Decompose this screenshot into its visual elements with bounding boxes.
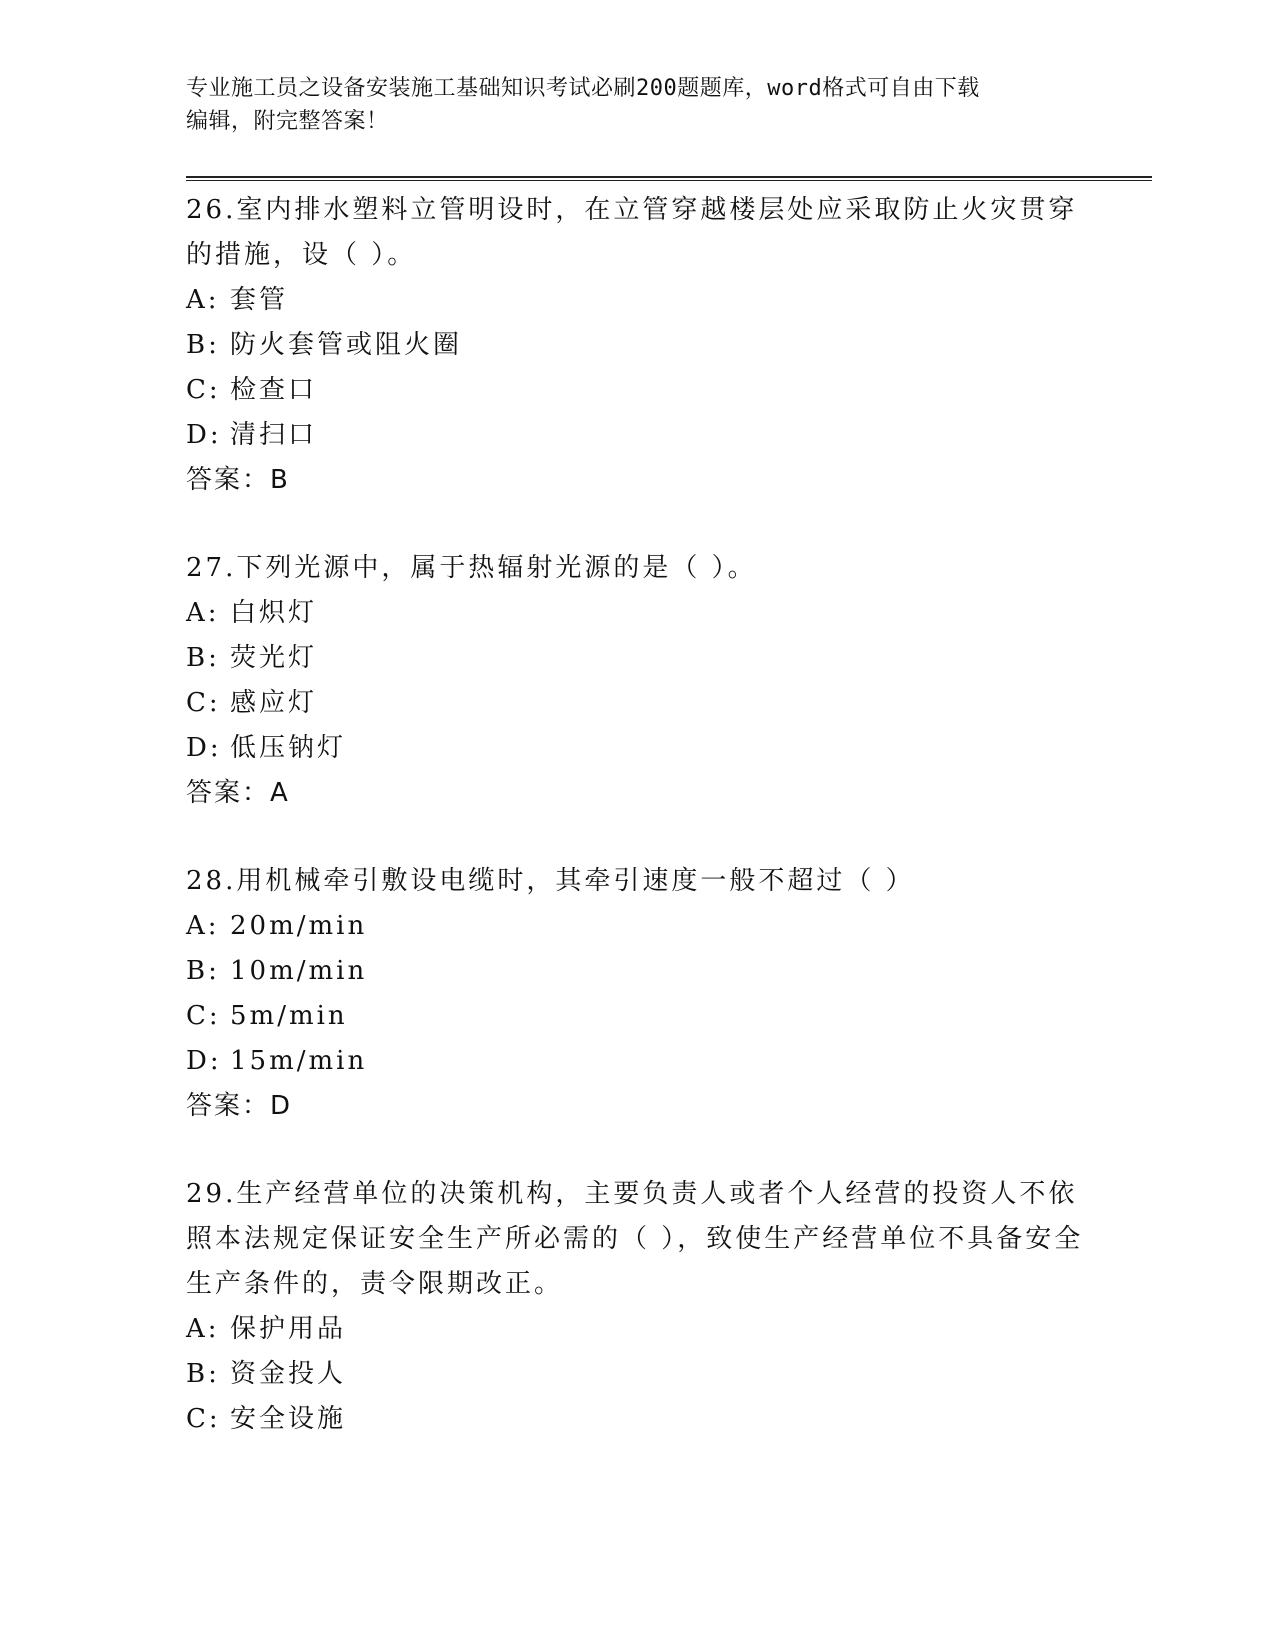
option-letter: B: — [186, 956, 220, 986]
answer-line — [186, 1084, 1086, 1129]
option-text: 防火套管或阻火圈 — [230, 330, 463, 360]
option-d — [186, 726, 1086, 771]
option-letter: C: — [186, 1404, 221, 1434]
option-text: 5m/min — [230, 1001, 348, 1031]
question-28 — [186, 859, 1086, 1129]
option-letter: A: — [186, 598, 220, 628]
option-letter: A: — [186, 285, 220, 315]
header-line-2: 编辑，附完整答案！ — [186, 109, 389, 134]
option-c — [186, 1397, 1086, 1442]
option-text: 白炽灯 — [230, 598, 318, 628]
header-line-1: 专业施工员之设备安装施工基础知识考试必刷200题题库，word格式可自由下载 — [186, 76, 980, 101]
question-number: 27. — [186, 553, 237, 583]
option-text: 15m/min — [230, 1046, 368, 1076]
answer-label: 答案： — [186, 778, 271, 808]
document-header — [186, 72, 1066, 138]
option-a — [186, 591, 1086, 636]
option-letter: D: — [186, 420, 222, 450]
option-d — [186, 1039, 1086, 1084]
option-letter: B: — [186, 643, 220, 673]
answer-label: 答案： — [186, 465, 271, 495]
option-letter: B: — [186, 330, 220, 360]
option-letter: A: — [186, 911, 220, 941]
option-c — [186, 994, 1086, 1039]
option-letter: C: — [186, 1001, 221, 1031]
option-text: 荧光灯 — [230, 643, 318, 673]
option-letter: D: — [186, 733, 222, 763]
option-c — [186, 368, 1086, 413]
option-a — [186, 278, 1086, 323]
option-letter: D: — [186, 1046, 222, 1076]
option-b — [186, 1352, 1086, 1397]
option-letter: B: — [186, 1359, 220, 1389]
question-number: 29. — [186, 1179, 237, 1209]
option-c — [186, 681, 1086, 726]
question-number: 28. — [186, 866, 237, 896]
answer-value: B — [270, 465, 290, 495]
question-text — [186, 546, 1086, 591]
question-body: 室内排水塑料立管明设时，在立管穿越楼层处应采取防止火灾贯穿的措施，设（ ）。 — [186, 195, 1078, 270]
question-29 — [186, 1172, 1086, 1442]
option-letter: C: — [186, 375, 221, 405]
question-text — [186, 188, 1086, 278]
question-body: 生产经营单位的决策机构，主要负责人或者个人经营的投资人不依照本法规定保证安全生产所必需的（ ），致使生产经营单位不具备安全生产条件的，责令限期改正。 — [186, 1179, 1084, 1299]
question-number: 26. — [186, 195, 237, 225]
option-text: 20m/min — [230, 911, 368, 941]
option-b — [186, 949, 1086, 994]
option-text: 套管 — [230, 285, 289, 315]
option-a — [186, 904, 1086, 949]
option-text: 10m/min — [230, 956, 368, 986]
question-26 — [186, 188, 1086, 503]
option-d — [186, 413, 1086, 458]
question-body: 用机械牵引敷设电缆时，其牵引速度一般不超过（ ） — [236, 866, 915, 896]
question-text — [186, 1172, 1086, 1307]
question-text — [186, 859, 1086, 904]
option-text: 清扫口 — [230, 420, 318, 450]
answer-value: D — [270, 1091, 293, 1121]
question-body: 下列光源中，属于热辐射光源的是（ ）。 — [236, 553, 757, 583]
option-b — [186, 323, 1086, 368]
option-text: 保护用品 — [230, 1314, 347, 1344]
question-list — [186, 188, 1086, 1485]
option-text: 检查口 — [230, 375, 318, 405]
option-text: 安全设施 — [230, 1404, 347, 1434]
option-a — [186, 1307, 1086, 1352]
option-letter: A: — [186, 1314, 220, 1344]
question-27 — [186, 546, 1086, 816]
header-divider — [186, 176, 1152, 181]
answer-line — [186, 458, 1086, 503]
answer-label: 答案： — [186, 1091, 271, 1121]
answer-value: A — [270, 778, 290, 808]
option-b — [186, 636, 1086, 681]
option-letter: C: — [186, 688, 221, 718]
option-text: 资金投人 — [230, 1359, 347, 1389]
answer-line — [186, 771, 1086, 816]
option-text: 低压钠灯 — [230, 733, 347, 763]
option-text: 感应灯 — [230, 688, 318, 718]
